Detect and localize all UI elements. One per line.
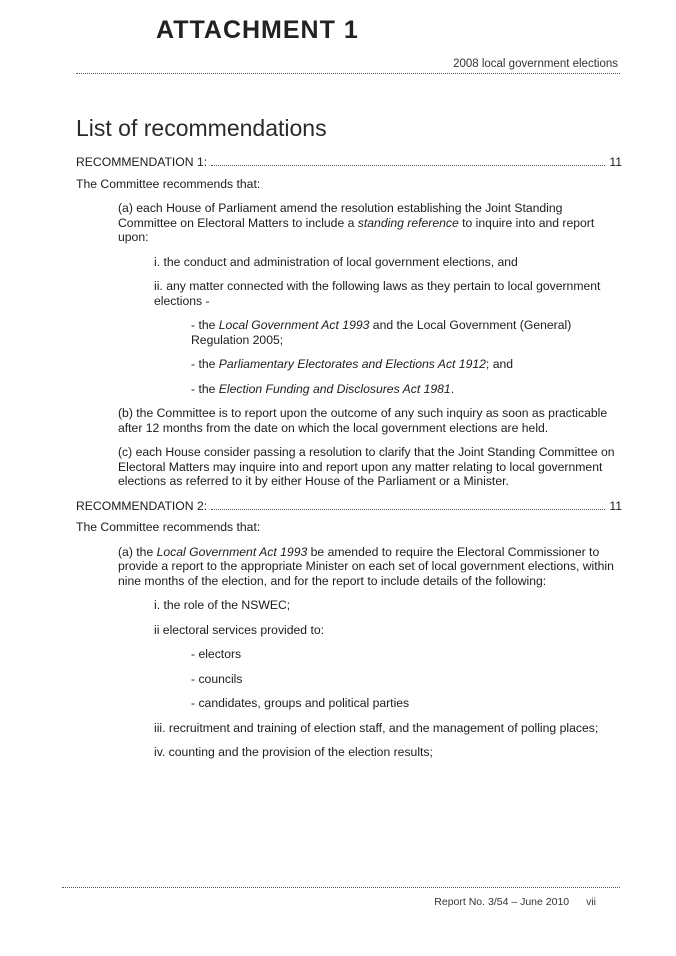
running-header: 2008 local government elections — [453, 58, 618, 70]
recommendation-1-clause-a: (a) each House of Parliament amend the resolution establishing the Joint Standing Committee on Electoral Matters to include a standing reference to inquire into and report upon: — [118, 201, 595, 244]
recommendations-body — [76, 155, 622, 760]
page-title: List of recommendations — [76, 115, 327, 141]
service-candidates: - candidates, groups and political parties — [191, 696, 410, 710]
recommendation-2-item-iv: iv. counting and the provision of the election results; — [154, 745, 433, 759]
recommendation-2-clause-a: (a) the Local Government Act 1993 be amended to require the Electoral Commissioner to provide a report to the appropriate Minister on each set of local government elections, within nine months of the election, and for the report to include details of the following: — [118, 544, 614, 588]
recommendation-1-label: RECOMMENDATION 1: — [76, 155, 208, 169]
report-number: Report No. 3/54 – June 2010 — [434, 896, 570, 908]
recommendation-2-intro: The Committee recommends that: — [76, 520, 261, 534]
service-electors: - electors — [191, 647, 242, 661]
recommendation-2-item-ii: ii electoral services provided to: — [154, 622, 325, 637]
footer-rule — [62, 887, 620, 888]
recommendation-1-item-i: i. the conduct and administration of local government elections, and — [154, 254, 518, 269]
leader-dots — [211, 156, 605, 166]
recommendation-1-toc-entry[interactable] — [76, 155, 622, 170]
law-local-government-act: - the Local Government Act 1993 and the Local Government (General) Regulation 2005; — [191, 318, 572, 347]
leader-dots — [211, 500, 605, 510]
law-election-funding-act: - the Election Funding and Disclosures Act 1981. — [191, 381, 455, 396]
recommendation-1-page: 11 — [609, 155, 622, 169]
recommendation-1-intro: The Committee recommends that: — [76, 176, 261, 191]
recommendation-2-page: 11 — [609, 498, 622, 513]
recommendation-2-toc-entry[interactable] — [76, 499, 622, 514]
page-footer — [434, 896, 596, 908]
page-number: vii — [586, 896, 596, 908]
recommendation-2-item-iii: iii. recruitment and training of election staff, and the management of polling places; — [154, 720, 599, 735]
service-councils: - councils — [191, 671, 243, 686]
recommendation-1-clause-c: (c) each House consider passing a resolution to clarify that the Joint Standing Committee on Electoral Matters may inquire into and report upon any matter relating to local government elections as referred to it by either House of the Parliament or a Minister. — [118, 445, 615, 488]
recommendation-1-item-ii: ii. any matter connected with the following laws as they pertain to local government elections - — [154, 279, 601, 308]
recommendation-2-label: RECOMMENDATION 2: — [76, 498, 208, 513]
header-rule — [76, 73, 620, 74]
recommendation-1-clause-b: (b) the Committee is to report upon the outcome of any such inquiry as soon as practicable after 12 months from the date on which the local government elections are held. — [118, 406, 608, 435]
recommendation-2-item-i: i. the role of the NSWEC; — [154, 598, 291, 612]
attachment-title: ATTACHMENT 1 — [156, 16, 359, 44]
law-parliamentary-electorates-act: - the Parliamentary Electorates and Elections Act 1912; and — [191, 357, 514, 371]
